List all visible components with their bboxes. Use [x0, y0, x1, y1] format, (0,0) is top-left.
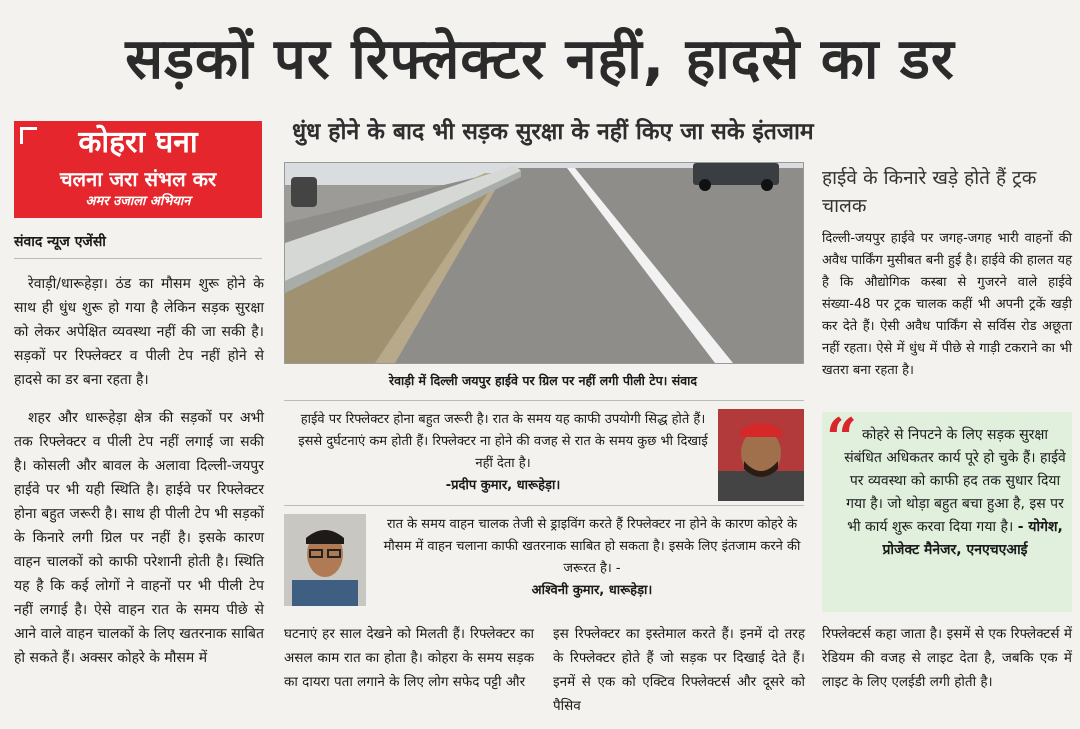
divider — [14, 258, 262, 259]
highway-photo — [284, 162, 804, 364]
badge-line3: अमर उजाला अभियान — [85, 194, 191, 209]
badge-line1: कोहरा घना — [78, 125, 198, 160]
opinion2-author: अश्विनी कुमार, धारूहेड़ा। — [531, 583, 653, 598]
person-photo — [284, 514, 366, 606]
bottom-column-1: घटनाएं हर साल देखने को मिलती हैं। रिफ्लेक्टर का असल काम रात का होता है। कोहरा के समय सड़क का दायरा पता लगाने के लिए लोग सफेद पट्टी और — [284, 626, 534, 690]
divider — [284, 505, 804, 506]
left-para-2: शहर और धारूहेड़ा क्षेत्र की सड़कों पर अभी तक रिफ्लेक्टर व पीली टेप नहीं लगाई जा सकी है। कोसली और बावल के अलावा दिल्ली-जयपुर हाईवे पर भी यही स्थिति है। हाईवे पर रिफ्लेक्टर होना बहुत जरूरी है। साथ ही पीली टेप भी सड़कों के किनारे लगी ग्रिल पर नहीं है। इसके कारण वाहन चालकों को काफी परेशानी होती है। स्थिति यह है कि कई लोगों ने वाहनों पर भी पीली टेप नहीं लगाई है। ऐसे वाहन रात के समय पीछे से आने वाले वाहन चालकों के लिए खतरनाक साबित हो सकते हैं। अक्सर कोहरे के मौसम में — [14, 410, 264, 666]
headline: सड़कों पर रिफ्लेक्टर नहीं, हादसे का डर — [125, 27, 955, 92]
quote-text: कोहरे से निपटने के लिए सड़क सुरक्षा संबंधित अधिकतर कार्य पूरे हो चुके हैं। हाईवे पर व्यवस्था को काफी हद तक सुधार दिया गया है। जो थोड़ा बहुत बचा हुआ है, इस पर भी कार्य शुरू करवा दिया गया है। — [844, 427, 1066, 535]
corner-marker-icon — [20, 127, 37, 144]
divider — [284, 400, 804, 401]
campaign-badge — [14, 121, 262, 218]
side-story-heading: हाईवे के किनारे खड़े होते हैं ट्रक चालक — [822, 167, 1037, 217]
opinion1-text: हाईवे पर रिफ्लेक्टर होना बहुत जरूरी है। रात के समय यह काफी उपयोगी सिद्ध होते हैं। इससे दुर्घटनाएं कम होती हैं। रिफ्लेक्टर ना होने की वजह से रात के समय कुछ भी दिखाई नहीं देता है। — [298, 412, 708, 471]
badge-line2: चलना जरा संभल कर — [59, 167, 217, 191]
opinion-box-2 — [284, 512, 804, 612]
side-story-body: दिल्ली-जयपुर हाईवे पर जगह-जगह भारी वाहनों की अवैध पार्किंग मुसीबत बनी हुई है। हाईवे की हालत यह है कि औद्योगिक कस्बा से गुजरने वाले हाईवे संख्या-48 पर ट्रक चालक कहीं भी अपनी ट्रकें खड़ी कर देते हैं। ऐसी अवैध पार्किंग से सर्विस रोड अछूता नहीं रहता। ऐसे में धुंध में पीछे से गाड़ी टकराने का भी खतरा बना रहता है। — [822, 231, 1072, 378]
person-photo — [718, 409, 804, 501]
agency-byline: संवाद न्यूज एजेंसी — [14, 234, 106, 250]
official-quote-box — [822, 406, 1072, 612]
bottom-column-2: इस रिफ्लेक्टर का इस्तेमाल करते हैं। इनमें दो तरह के रिफ्लेक्टर होते हैं जो सड़क पर दिखाई देते हैं। इनमें से एक को एक्टिव रिफ्लेक्टर्स और दूसरे को पैसिव — [553, 626, 805, 714]
photo-caption: रेवाड़ी में दिल्ली जयपुर हाईवे पर ग्रिल पर नहीं लगी पीली टेप। संवाद — [388, 373, 698, 388]
subheadline: धुंध होने के बाद भी सड़क सुरक्षा के नहीं किए जा सके इंतजाम — [292, 119, 814, 145]
left-column — [14, 272, 264, 670]
opinion-box-1 — [284, 405, 804, 500]
quote-mark-icon: “ — [826, 406, 858, 470]
opinion1-author: -प्रदीप कुमार, धारूहेड़ा। — [445, 478, 561, 493]
opinion2-text: रात के समय वाहन चालक तेजी से ड्राइविंग करते हैं रिफ्लेक्टर ना होने के कारण कोहरे के मौसम में वाहन चलाना काफी खतरनाक साबित हो सकता है। इसके लिए इंतजाम करने की जरूरत है। - — [383, 517, 801, 576]
quote-author: - योगेश, प्रोजेक्ट मैनेजर, एनएचएआई — [882, 519, 1063, 558]
bottom-column-3: रिफ्लेक्टर्स कहा जाता है। इसमें से एक रिफ्लेक्टर्स में रेडियम की वजह से लाइट देता है, जबकि एक में लाइट के लिए एलईडी लगी होती है। — [822, 626, 1072, 690]
left-para-1: रेवाड़ी/धारूहेड़ा। ठंड का मौसम शुरू होने के साथ ही धुंध शुरू हो गया है लेकिन सड़क सुरक्षा को लेकर अपेक्षित व्यवस्था नहीं की जा सकी है। सड़कों पर रिफ्लेक्टर व पीली टेप नहीं होने से हादसे का डर बना रहता है। — [14, 276, 264, 388]
